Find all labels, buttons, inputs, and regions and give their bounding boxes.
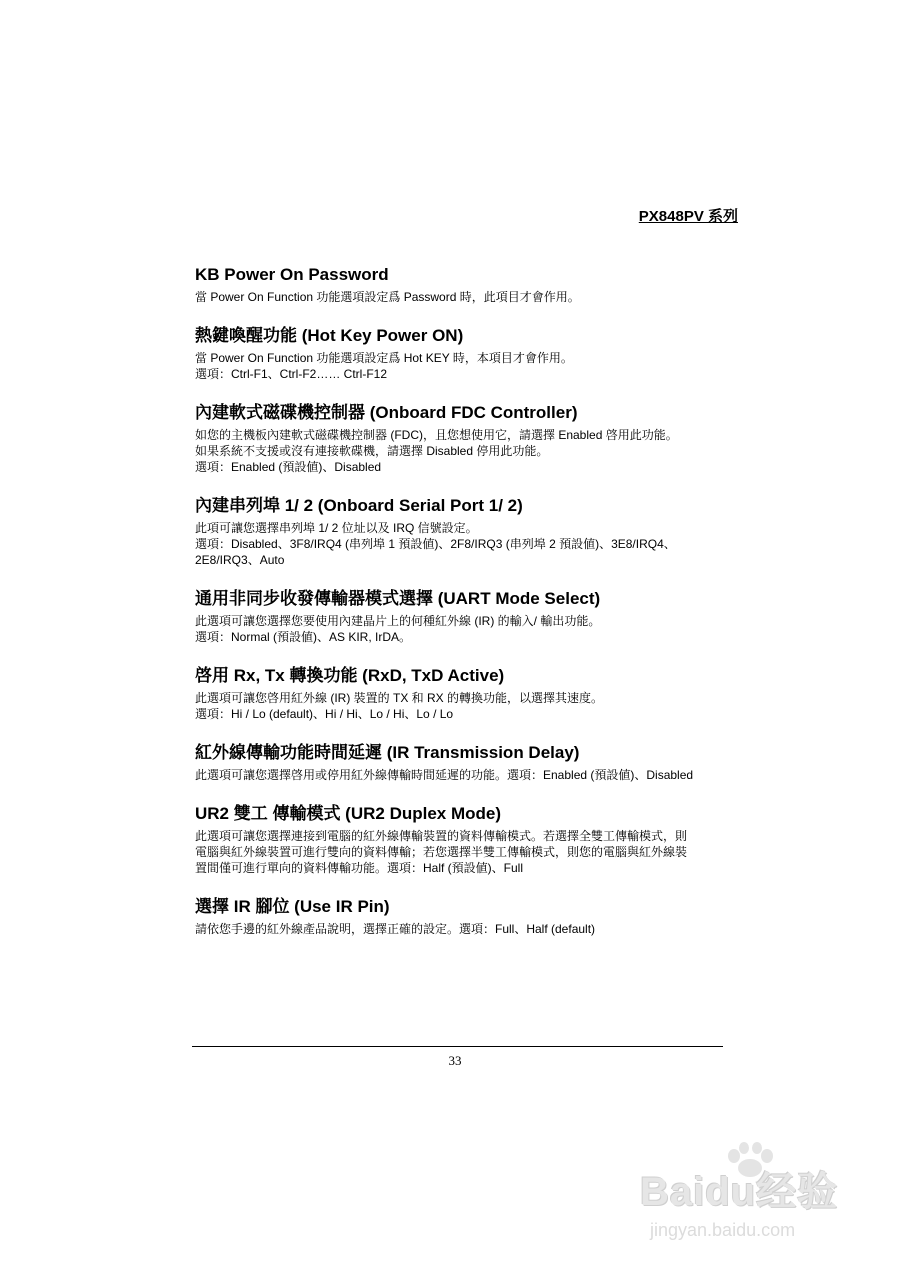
section-text: 選項：Ctrl-F1、Ctrl-F2…… Ctrl-F12 (195, 367, 387, 381)
section-onboard-fdc-controller (195, 402, 740, 475)
section-uart-mode-select (195, 588, 740, 645)
section-text: 如您的主機板內建軟式磁碟機控制器 (FDC)，且您想使用它，請選擇 Enabled 啓用此功能。 (195, 428, 678, 442)
series-header: PX848PV 系列 (638, 208, 738, 225)
page-number: 33 (448, 1053, 462, 1068)
section-text: 選項：Hi / Lo (default)、Hi / Hi、Lo / Hi、Lo / Lo (195, 707, 454, 721)
section-text: 當 Power On Function 功能選項設定爲 Password 時，此項目才會作用。 (195, 290, 580, 304)
section-rxd-txd-active (195, 665, 740, 722)
section-text: 置間僅可進行單向的資料傳輸功能。選項：Half (預設値)、Full (195, 861, 524, 875)
section-text: 此選項可讓您選擇您要使用內建晶片上的何種紅外線 (IR) 的輸入/ 輸出功能。 (195, 614, 601, 628)
document-content (195, 264, 740, 957)
section-text: 請依您手邊的紅外線產品說明，選擇正確的設定。選項：Full、Half (default) (195, 922, 596, 936)
section-heading: 選擇 IR 腳位 (Use IR Pin) (195, 897, 390, 916)
section-heading: 內建串列埠 1/ 2 (Onboard Serial Port 1/ 2) (195, 496, 523, 515)
section-text: 電腦與紅外線裝置可進行雙向的資料傳輸；若您選擇半雙工傳輸模式，則您的電腦與紅外線裝 (195, 845, 688, 859)
section-ir-transmission-delay (195, 742, 740, 783)
section-heading: UR2 雙工 傳輸模式 (UR2 Duplex Mode) (195, 804, 502, 823)
section-text: 2E8/IRQ3、Auto (195, 553, 285, 567)
section-heading: 啓用 Rx, Tx 轉換功能 (RxD, TxD Active) (195, 666, 505, 685)
footer-divider (192, 1046, 723, 1047)
watermark-logo: Baidu经验 (640, 1170, 839, 1214)
section-hot-key-power-on (195, 325, 740, 382)
section-heading: 熱鍵喚醒功能 (Hot Key Power ON) (195, 326, 464, 345)
section-use-ir-pin (195, 896, 740, 937)
section-text: 此選項可讓您選擇啓用或停用紅外線傳輸時間延遲的功能。選項：Enabled (預設値)、Disabled (195, 768, 694, 782)
section-onboard-serial-port (195, 495, 740, 568)
watermark-url: jingyan.baidu.com (650, 1220, 796, 1240)
section-text: 選項：Disabled、3F8/IRQ4 (串列埠 1 預設値)、2F8/IRQ3 (串列埠 2 預設値)、3E8/IRQ4、 (195, 537, 676, 551)
section-heading: 內建軟式磁碟機控制器 (Onboard FDC Controller) (195, 403, 578, 422)
baidu-watermark (640, 1140, 870, 1270)
section-heading: 紅外線傳輸功能時間延遲 (IR Transmission Delay) (195, 743, 580, 762)
section-text: 此選項可讓您啓用紅外線 (IR) 裝置的 TX 和 RX 的轉換功能，以選擇其速度。 (195, 691, 604, 705)
section-heading: KB Power On Password (195, 265, 389, 284)
section-heading: 通用非同步收發傳輸器模式選擇 (UART Mode Select) (195, 589, 601, 608)
section-text: 當 Power On Function 功能選項設定爲 Hot KEY 時，本項目才會作用。 (195, 351, 573, 365)
section-text: 選項：Normal (預設値)、AS KIR, IrDA。 (195, 630, 412, 644)
section-text: 此選項可讓您選擇連接到電腦的紅外線傳輸裝置的資料傳輸模式。若選擇全雙工傳輸模式，則 (195, 829, 688, 843)
section-text: 此項可讓您選擇串列埠 1/ 2 位址以及 IRQ 信號設定。 (195, 521, 478, 535)
section-text: 如果系統不支援或沒有連接軟碟機，請選擇 Disabled 停用此功能。 (195, 444, 549, 458)
section-text: 選項：Enabled (預設値)、Disabled (195, 460, 382, 474)
section-ur2-duplex-mode (195, 803, 740, 876)
section-kb-power-on-password (195, 264, 740, 305)
